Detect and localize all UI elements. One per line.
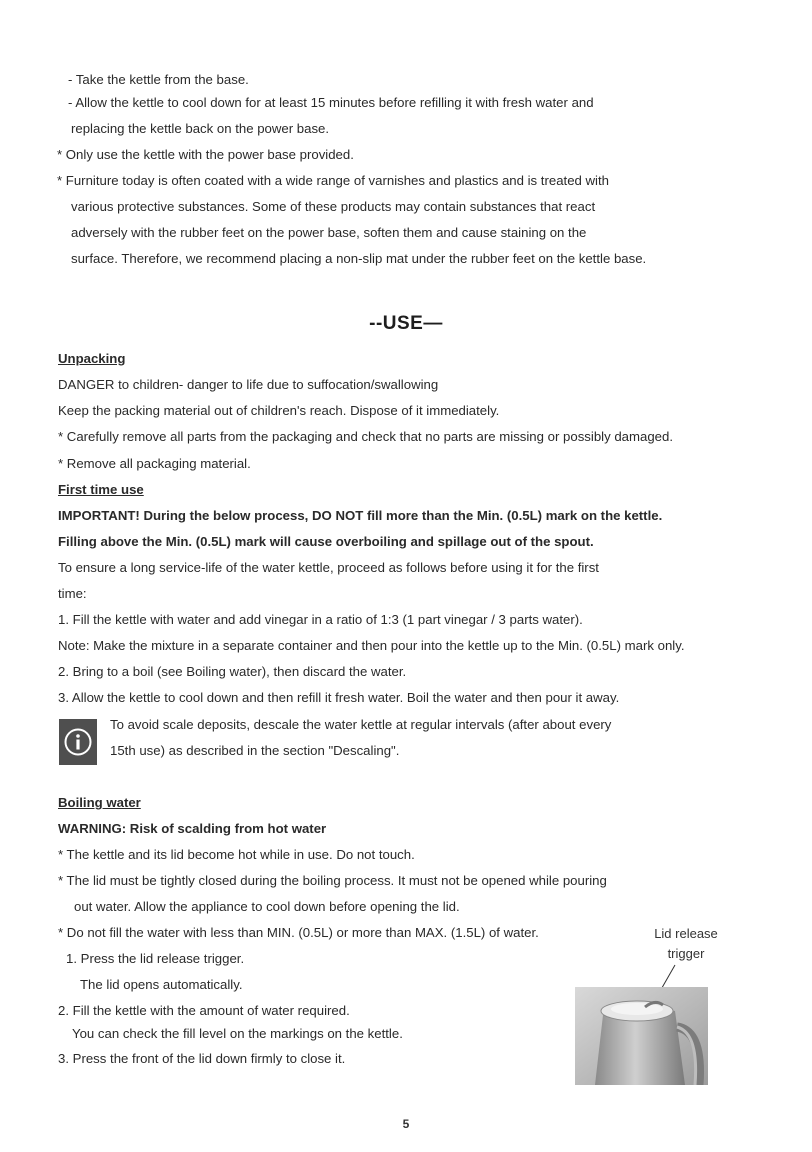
important-line: IMPORTANT! During the below process, DO NOT fill more than the Min. (0.5L) mark on the kettle.	[58, 508, 663, 523]
text-line: - Take the kettle from the base.	[68, 72, 249, 87]
info-text-line: 15th use) as described in the section "Descaling".	[110, 743, 400, 758]
text-line: surface. Therefore, we recommend placing a non-slip mat under the rubber feet on the kettle base.	[71, 251, 647, 266]
step-line: 2. Fill the kettle with the amount of water required.	[58, 1003, 350, 1018]
kettle-photo	[575, 987, 708, 1085]
image-caption: trigger	[667, 946, 705, 961]
image-caption: Lid release	[654, 926, 718, 941]
step-line: 2. Bring to a boil (see Boiling water), then discard the water.	[58, 664, 407, 679]
text-line: time:	[58, 586, 87, 601]
bullet-line: * Do not fill the water with less than MIN. (0.5L) or more than MAX. (1.5L) of water.	[58, 925, 539, 940]
text-line: DANGER to children- danger to life due to suffocation/swallowing	[58, 377, 439, 392]
bullet-line: * The lid must be tightly closed during the boiling process. It must not be opened while pouring	[58, 873, 607, 888]
text-line: Keep the packing material out of children's reach. Dispose of it immediately.	[58, 403, 500, 418]
step-line: 1. Press the lid release trigger.	[66, 951, 245, 966]
text-line: adversely with the rubber feet on the power base, soften them and cause staining on the	[71, 225, 587, 240]
first-time-use-title: First time use	[58, 482, 144, 497]
text-line: The lid opens automatically.	[80, 977, 243, 992]
text-line: You can check the fill level on the markings on the kettle.	[72, 1026, 403, 1041]
text-line: To ensure a long service-life of the water kettle, proceed as follows before using it for the first	[58, 560, 599, 575]
text-line: out water. Allow the appliance to cool down before opening the lid.	[74, 899, 460, 914]
step-line: 3. Press the front of the lid down firmly to close it.	[58, 1051, 346, 1066]
bullet-line: * The kettle and its lid become hot while in use. Do not touch.	[58, 847, 415, 862]
bullet-line: * Remove all packaging material.	[58, 456, 251, 471]
warning-line: WARNING: Risk of scalding from hot water	[58, 821, 327, 836]
page-number: 5	[402, 1117, 410, 1131]
step-line: 3. Allow the kettle to cool down and then refill it fresh water. Boil the water and then pour it away.	[58, 690, 620, 705]
text-line: various protective substances. Some of these products may contain substances that react	[71, 199, 596, 214]
important-line: Filling above the Min. (0.5L) mark will cause overboiling and spillage out of the spout.	[58, 534, 594, 549]
text-line: replacing the kettle back on the power base.	[71, 121, 330, 136]
note-line: Note: Make the mixture in a separate container and then pour into the kettle up to the Min. (0.5L) mark only.	[58, 638, 685, 653]
text-line: - Allow the kettle to cool down for at least 15 minutes before refilling it with fresh water and	[68, 95, 594, 110]
bullet-line: * Furniture today is often coated with a wide range of varnishes and plastics and is treated with	[57, 173, 609, 188]
info-text-line: To avoid scale deposits, descale the water kettle at regular intervals (after about every	[110, 717, 612, 732]
boiling-water-title: Boiling water	[58, 795, 141, 810]
section-heading: --USE—	[369, 313, 443, 334]
unpacking-title: Unpacking	[58, 351, 126, 366]
step-line: 1. Fill the kettle with water and add vinegar in a ratio of 1:3 (1 part vinegar / 3 parts water).	[58, 612, 583, 627]
bullet-line: * Carefully remove all parts from the packaging and check that no parts are missing or possibly damaged.	[58, 429, 673, 444]
bullet-line: * Only use the kettle with the power base provided.	[57, 147, 354, 162]
